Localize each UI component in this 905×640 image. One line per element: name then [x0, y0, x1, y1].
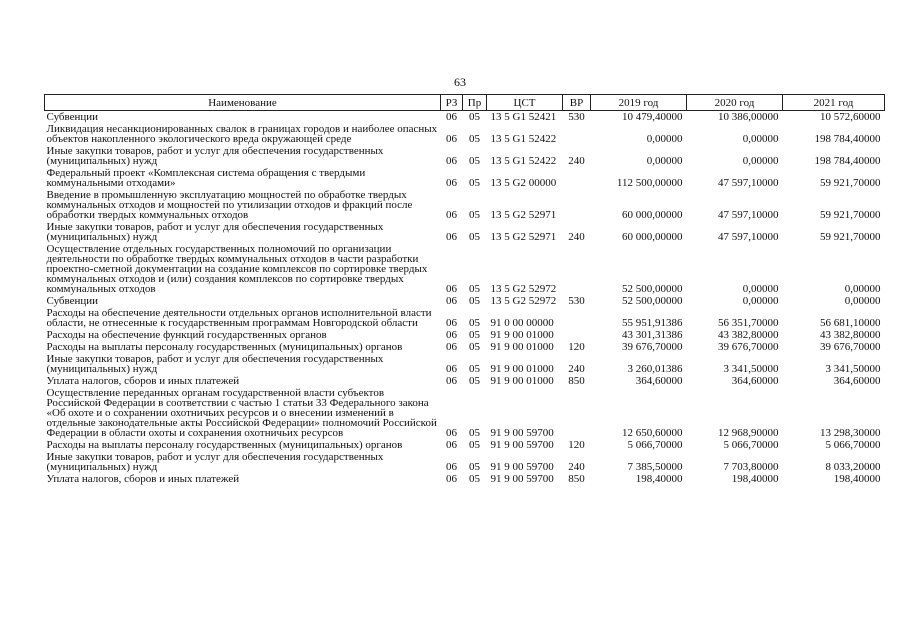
table-row: [45, 451, 885, 473]
row-vr: [563, 167, 591, 189]
row-name: Иные закупки товаров, работ и услуг для обеспечения государственных (муниципальных) нужд: [46, 145, 384, 167]
row-2019: 39 676,70000: [622, 341, 683, 353]
row-cst: 91 9 00 01000: [490, 341, 554, 353]
page-number: 63: [454, 75, 466, 89]
row-pr: 05: [469, 111, 480, 123]
row-2021: 59 921,70000: [820, 231, 881, 243]
row-2019: 198,40000: [635, 473, 683, 485]
row-2020: 39 676,70000: [718, 341, 779, 353]
row-2019: 52 500,00000: [622, 283, 683, 295]
row-vr: 120: [568, 341, 585, 353]
row-vr: 240: [568, 155, 585, 167]
row-2021: 10 572,60000: [820, 111, 881, 123]
row-2020: 47 597,10000: [718, 177, 779, 189]
row-2021: 3 341,50000: [825, 363, 881, 375]
row-name: Уплата налогов, сборов и иных платежей: [46, 473, 240, 485]
row-2019: 10 479,40000: [622, 111, 683, 123]
row-vr: [563, 189, 591, 221]
row-name: Иные закупки товаров, работ и услуг для обеспечения государственных (муниципальных) нужд: [46, 353, 384, 375]
row-2020: 47 597,10000: [718, 231, 779, 243]
row-2021: 56 681,10000: [820, 317, 881, 329]
row-cst: 13 5 G1 52422: [490, 133, 557, 145]
row-cst: 91 9 00 01000: [490, 329, 554, 341]
row-pr: 05: [469, 439, 480, 451]
row-pr: 05: [469, 473, 480, 485]
row-2021: 8 033,20000: [825, 461, 881, 473]
row-vr: 240: [568, 461, 585, 473]
row-cst: 91 9 00 59700: [490, 473, 554, 485]
row-2019: 3 260,01386: [627, 363, 683, 375]
row-name: Ликвидация несанкционированных свалок в границах городов и наиболее опасных объектов накопленного экологического вреда окружающей среде: [46, 123, 438, 145]
table-row: [45, 341, 885, 353]
row-2019: 364,60000: [635, 375, 683, 387]
row-cst: 13 5 G1 52422: [490, 155, 557, 167]
row-2019: 60 000,00000: [622, 231, 683, 243]
table-row: [45, 473, 885, 485]
row-2020: 0,00000: [742, 133, 779, 145]
row-2019: 12 650,60000: [622, 427, 683, 439]
table-row: [45, 167, 885, 189]
row-rz: 06: [446, 317, 457, 329]
row-2019: 43 301,31386: [622, 329, 683, 341]
row-pr: 05: [469, 363, 480, 375]
row-cst: 91 9 00 01000: [490, 375, 554, 387]
row-pr: 05: [469, 427, 480, 439]
row-2020: 198,40000: [731, 473, 779, 485]
row-vr: 530: [568, 295, 585, 307]
row-pr: 05: [469, 283, 480, 295]
row-rz: 06: [446, 329, 457, 341]
row-pr: 05: [469, 209, 480, 221]
table-row: [45, 189, 885, 221]
row-name: Расходы на выплаты персоналу государственных (муниципальных) органов: [46, 439, 403, 451]
row-2021: 59 921,70000: [820, 209, 881, 221]
row-2020: 10 386,00000: [718, 111, 779, 123]
row-2020: 5 066,70000: [723, 439, 779, 451]
budget-table: [44, 94, 885, 485]
row-name: Расходы на выплаты персоналу государственных (муниципальных) органов: [46, 341, 403, 353]
row-vr: 850: [568, 375, 585, 387]
row-pr: 05: [469, 461, 480, 473]
row-2019: 0,00000: [646, 133, 683, 145]
row-name: Уплата налогов, сборов и иных платежей: [46, 375, 240, 387]
row-2019: 5 066,70000: [627, 439, 683, 451]
row-cst: 13 5 G2 52972: [490, 295, 557, 307]
row-rz: 06: [446, 363, 457, 375]
row-pr: 05: [469, 375, 480, 387]
table-header-row: [45, 95, 885, 111]
row-2019: 52 500,00000: [622, 295, 683, 307]
row-cst: 91 9 00 59700: [490, 439, 554, 451]
table-row: [45, 307, 885, 329]
row-2020: 364,60000: [731, 375, 779, 387]
row-cst: 13 5 G2 52971: [490, 231, 557, 243]
row-2021: 59 921,70000: [820, 177, 881, 189]
row-rz: 06: [446, 155, 457, 167]
header-name: Наименование: [45, 95, 441, 111]
row-2020: 0,00000: [742, 283, 779, 295]
row-cst: 13 5 G2 00000: [490, 177, 557, 189]
row-2021: 198,40000: [833, 473, 881, 485]
row-pr: 05: [469, 177, 480, 189]
row-vr: [563, 123, 591, 145]
row-2021: 39 676,70000: [820, 341, 881, 353]
row-cst: 91 9 00 01000: [490, 363, 554, 375]
row-rz: 06: [446, 473, 457, 485]
row-rz: 06: [446, 439, 457, 451]
row-pr: 05: [469, 133, 480, 145]
header-2020: 2020 год: [687, 95, 783, 111]
table-row: [45, 123, 885, 145]
row-cst: 13 5 G2 52972: [490, 283, 557, 295]
row-pr: 05: [469, 231, 480, 243]
row-2020: 0,00000: [742, 155, 779, 167]
row-pr: 05: [469, 341, 480, 353]
row-2019: 55 951,91386: [622, 317, 683, 329]
row-pr: 05: [469, 329, 480, 341]
row-name: Расходы на обеспечение функций государственных органов: [46, 329, 327, 341]
table-row: [45, 145, 885, 167]
row-cst: 91 9 00 59700: [490, 461, 554, 473]
header-cst: ЦСТ: [487, 95, 563, 111]
row-rz: 06: [446, 461, 457, 473]
row-vr: [563, 243, 591, 295]
row-2021: 13 298,30000: [820, 427, 881, 439]
row-vr: 120: [568, 439, 585, 451]
header-2021: 2021 год: [783, 95, 885, 111]
row-2019: 0,00000: [646, 155, 683, 167]
row-2021: 198 784,40000: [814, 155, 881, 167]
row-2021: 5 066,70000: [825, 439, 881, 451]
table-row: [45, 387, 885, 439]
row-rz: 06: [446, 375, 457, 387]
row-name: Федеральный проект «Комплексная система обращения с твердыми коммунальными отходами»: [46, 167, 366, 189]
row-2021: 198 784,40000: [814, 133, 881, 145]
row-2020: 7 703,80000: [723, 461, 779, 473]
row-2019: 112 500,00000: [616, 177, 683, 189]
row-rz: 06: [446, 231, 457, 243]
row-rz: 06: [446, 177, 457, 189]
header-2019: 2019 год: [591, 95, 687, 111]
table-row: [45, 375, 885, 387]
table-row: [45, 221, 885, 243]
row-2020: 3 341,50000: [723, 363, 779, 375]
row-cst: 91 0 00 00000: [490, 317, 554, 329]
header-pr: Пр: [463, 95, 487, 111]
row-rz: 06: [446, 111, 457, 123]
row-rz: 06: [446, 209, 457, 221]
row-name: Субвенции: [46, 111, 99, 123]
row-2020: 43 382,80000: [718, 329, 779, 341]
row-vr: [563, 307, 591, 329]
row-2020: 0,00000: [742, 295, 779, 307]
row-rz: 06: [446, 341, 457, 353]
row-2020: 12 968,90000: [718, 427, 779, 439]
row-rz: 06: [446, 295, 457, 307]
header-vr: ВР: [563, 95, 591, 111]
row-2021: 43 382,80000: [820, 329, 881, 341]
row-2019: 7 385,50000: [627, 461, 683, 473]
table-body: [45, 111, 885, 486]
row-name: Субвенции: [46, 295, 99, 307]
row-vr: 240: [568, 363, 585, 375]
table-row: [45, 295, 885, 307]
row-name: Осуществление переданных органам государственной власти субъектов Российской Федерации в соответствии с частью 1 статьи 33 Федерального закона «Об охоте и о сохранении охотничьих ресурсов и о внесении изменений в отдельные законодательные акты Российской Федерации» полномочий Российской Федерации в области охоты и сохранения охотничьих ресурсов: [46, 387, 437, 439]
row-vr: 850: [568, 473, 585, 485]
row-pr: 05: [469, 317, 480, 329]
row-rz: 06: [446, 283, 457, 295]
header-rz: РЗ: [441, 95, 463, 111]
table-row: [45, 329, 885, 341]
row-vr: [563, 387, 591, 439]
table-row: [45, 243, 885, 295]
row-2021: 0,00000: [844, 283, 881, 295]
row-name: Расходы на обеспечение деятельности отдельных органов исполнительной власти области, не отнесенные к государственным программам Новгородской области: [46, 307, 432, 329]
row-vr: 530: [568, 111, 585, 123]
row-name: Введение в промышленную эксплуатацию мощностей по обработке твердых коммунальных отходов и мощностей по утилизации отходов и фракций после обработки твердых коммунальных отходов: [46, 189, 413, 221]
row-name: Иные закупки товаров, работ и услуг для обеспечения государственных (муниципальных) нужд: [46, 451, 384, 473]
table-row: [45, 111, 885, 124]
row-name: Иные закупки товаров, работ и услуг для обеспечения государственных (муниципальных) нужд: [46, 221, 384, 243]
table-row: [45, 439, 885, 451]
table-row: [45, 353, 885, 375]
row-cst: 13 5 G1 52421: [490, 111, 557, 123]
row-2019: 60 000,00000: [622, 209, 683, 221]
row-rz: 06: [446, 427, 457, 439]
row-2021: 364,60000: [833, 375, 881, 387]
row-2021: 0,00000: [844, 295, 881, 307]
row-vr: 240: [568, 231, 585, 243]
row-pr: 05: [469, 155, 480, 167]
row-2020: 56 351,70000: [718, 317, 779, 329]
row-rz: 06: [446, 133, 457, 145]
row-name: Осуществление отдельных государственных полномочий по организации деятельности по обработке твердых коммунальных отходов в части разработки проектно-сметной документации на создание комплексов по сортировке твердых коммунальных отходов и (или) создания комплексов по сортировке твердых коммунальных отходов: [46, 243, 428, 295]
row-2020: 47 597,10000: [718, 209, 779, 221]
row-cst: 91 9 00 59700: [490, 427, 554, 439]
row-vr: [563, 329, 591, 341]
row-pr: 05: [469, 295, 480, 307]
row-cst: 13 5 G2 52971: [490, 209, 557, 221]
